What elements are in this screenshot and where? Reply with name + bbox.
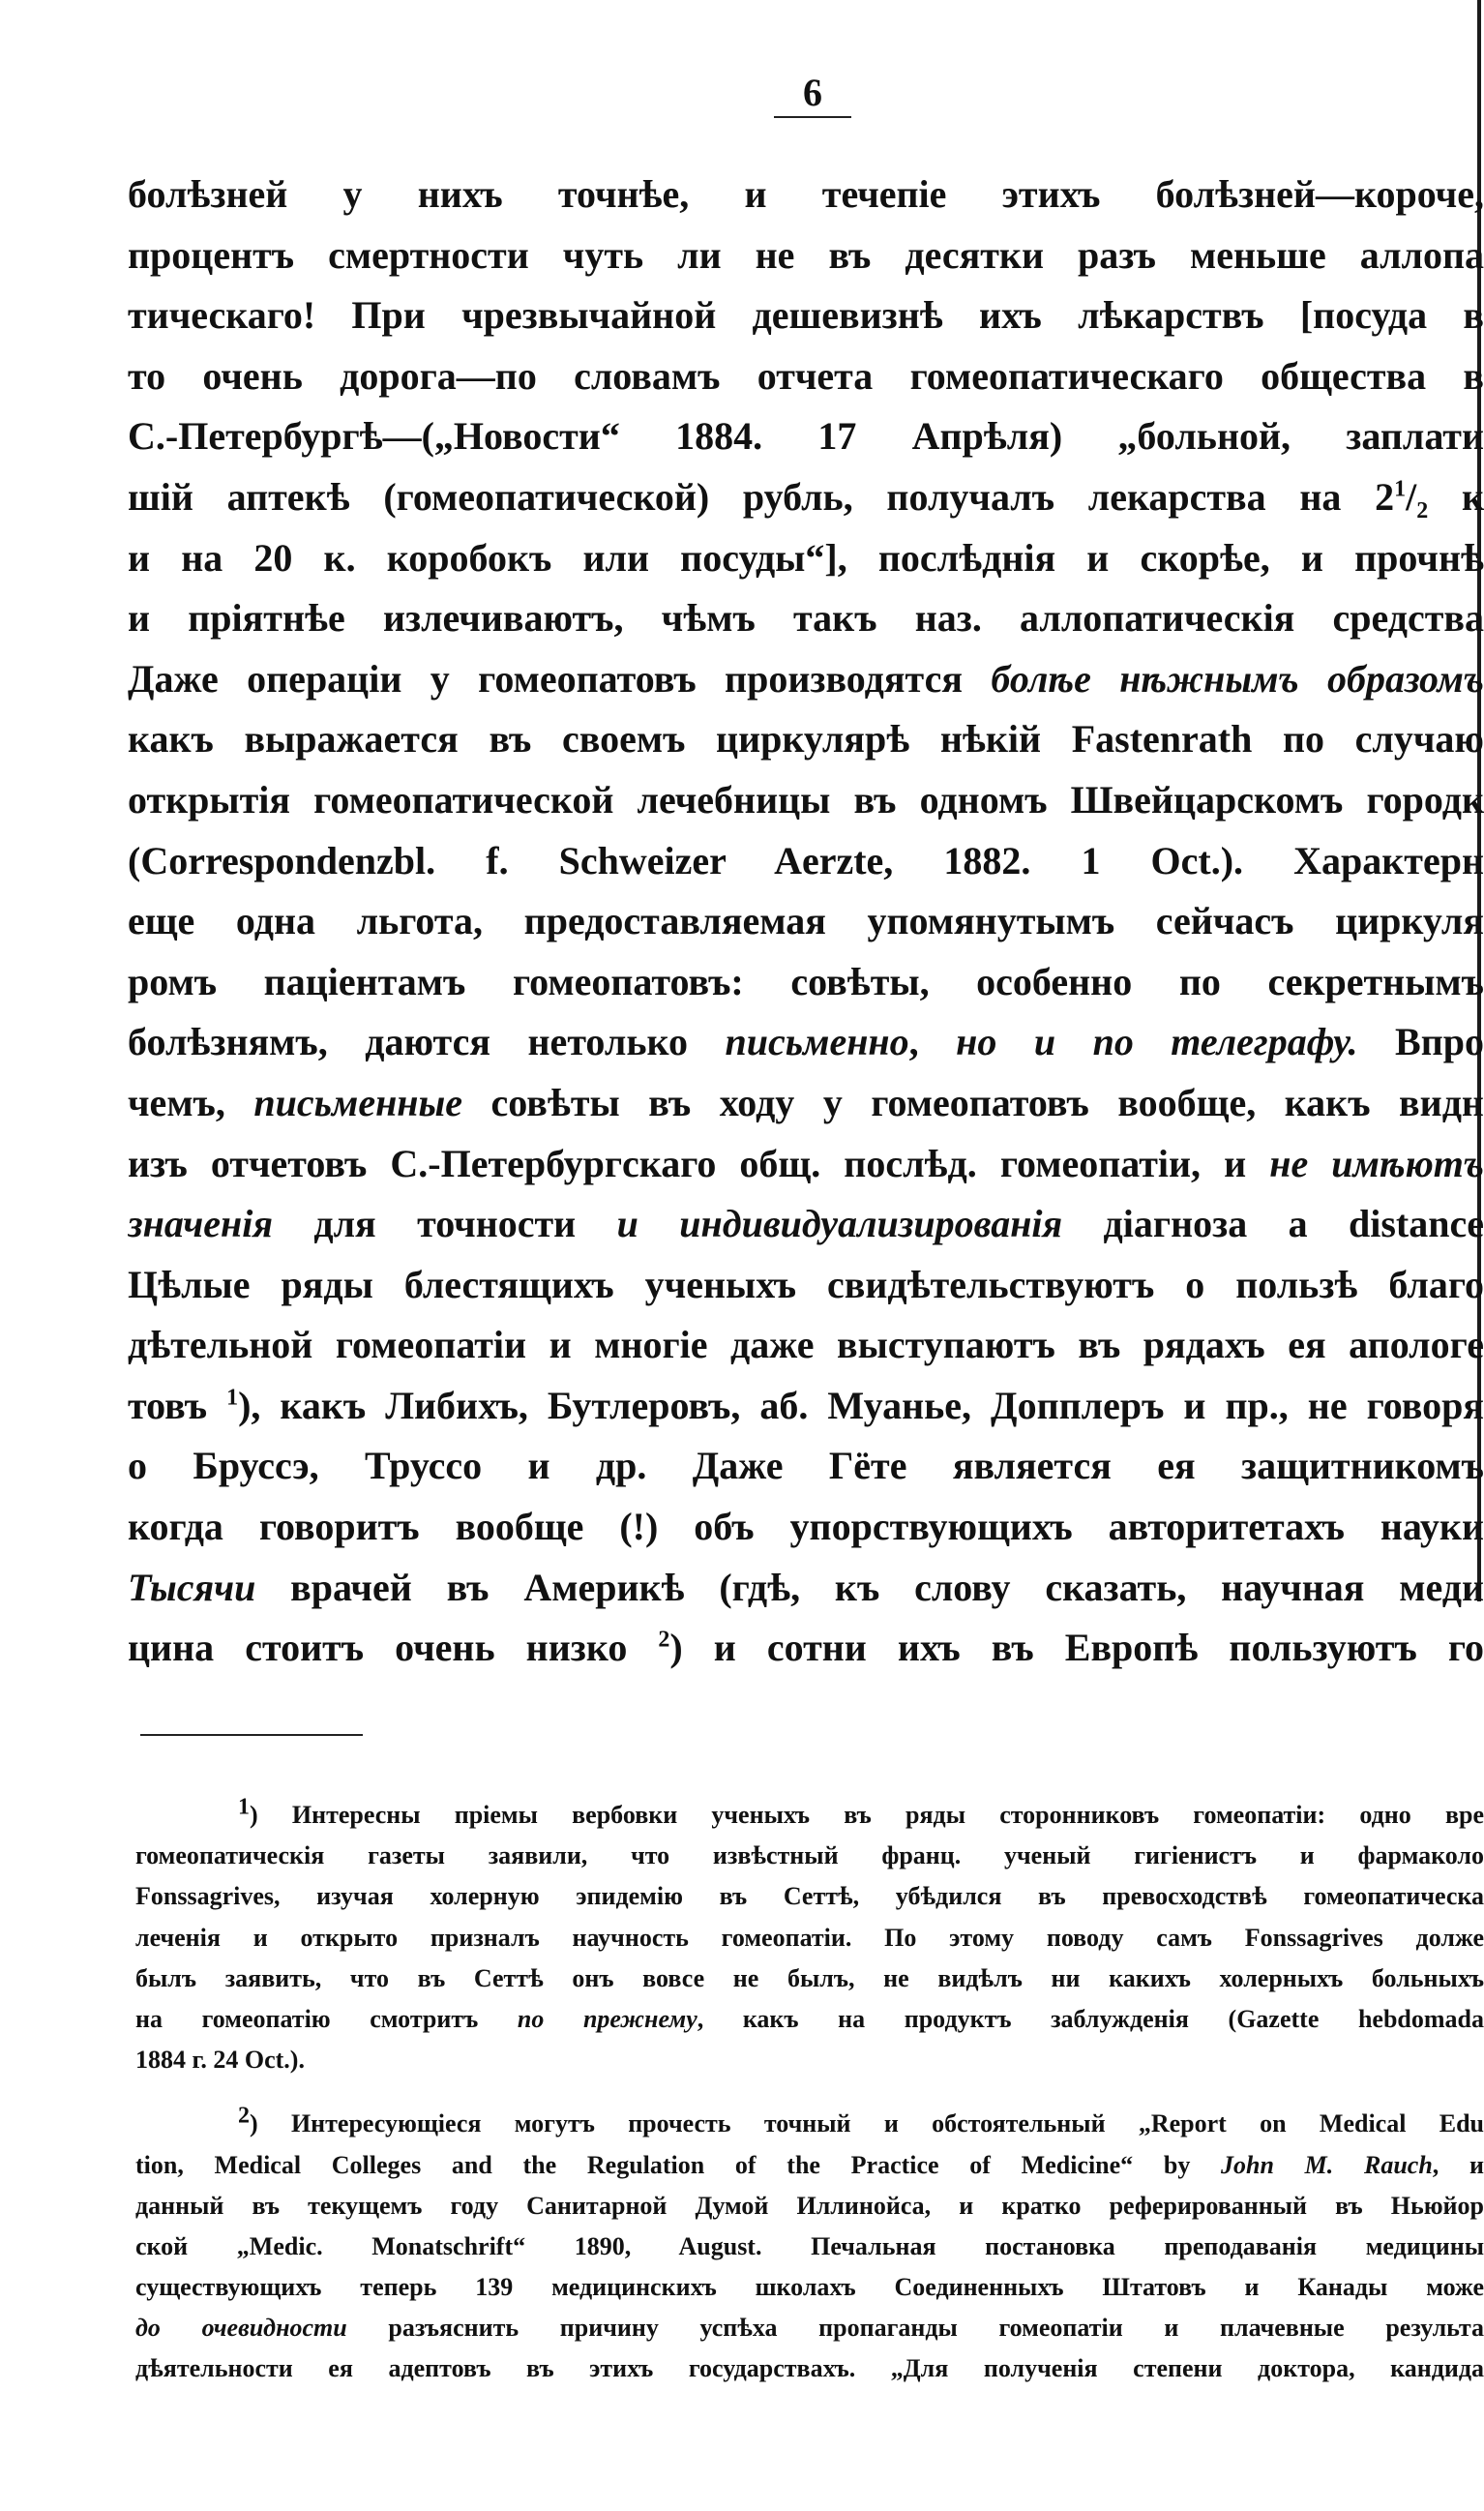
footnote-line	[135, 1918, 1484, 1958]
text-run: изъ отчетовъ С.-Петербургскаго общ. послѣд. гомеопатіи, и	[128, 1141, 1270, 1185]
footnote-line	[135, 2308, 1484, 2348]
text-line	[128, 528, 1484, 589]
text-run: леченія и открыто призналъ научность гомеопатіи. По этому поводу самъ Fonssagrives долже	[135, 1923, 1484, 1952]
italic-text: письменные	[253, 1080, 463, 1124]
text-run: и на 20 к. коробокъ или посуды“], послѣднія и скорѣе, и прочнѣ	[128, 535, 1484, 580]
text-line	[128, 346, 1484, 407]
italic-text: по прежнему	[517, 2004, 697, 2033]
text-run: Fonssagrives, изучая холерную эпидемію въ Сеттѣ, убѣдился въ превосходствѣ гомеопатическа	[135, 1882, 1484, 1911]
footnote	[135, 2104, 1484, 2389]
main-text	[128, 164, 1484, 1679]
text-run: 1884 г. 24 Oct.).	[135, 2046, 305, 2075]
footnote-line	[135, 1876, 1484, 1917]
italic-text: Тысячи	[128, 1565, 256, 1609]
footnote-line	[135, 2104, 1484, 2144]
text-line	[128, 1073, 1484, 1134]
text-line	[128, 952, 1484, 1013]
text-line	[128, 467, 1484, 528]
footnotes	[135, 1795, 1484, 2390]
italic-text: до очевидности	[135, 2314, 347, 2343]
text-line	[128, 891, 1484, 952]
footnote-marker: 1	[226, 1385, 239, 1411]
text-line	[128, 225, 1484, 286]
text-run: (Correspondenzbl. f. Schweizer Aerzte, 1882. 1 Oct.). Характерн	[128, 838, 1484, 882]
text-run: ской „Medic. Monatschrift“ 1890, August. Печальная постановка преподаванія медицины	[135, 2231, 1484, 2260]
text-run: тическаго! При чрезвычайной дешевизнѣ ихъ лѣкарствъ [посуда в	[128, 293, 1484, 338]
text-line	[128, 709, 1484, 770]
italic-text: письменно	[725, 1020, 909, 1064]
footnote-gap	[135, 2080, 1484, 2104]
footnote-line	[135, 2348, 1484, 2389]
text-run: о Бруссэ, Труссо и др. Даже Гёте является ея защитникомъ	[128, 1444, 1484, 1488]
text-run: діагноза a distance	[1062, 1202, 1484, 1246]
text-run: чемъ,	[128, 1080, 254, 1124]
text-line	[128, 1255, 1484, 1316]
footnote-line	[135, 2145, 1484, 2186]
footnote-marker: 1	[238, 1795, 250, 1820]
page-number-rule	[774, 116, 851, 118]
text-run: гомеопатическія газеты заявили, что извѣстный франц. ученый гигіенистъ и фармаколо	[135, 1841, 1484, 1870]
text-line	[128, 1558, 1484, 1619]
italic-text: но и по телеграфу.	[956, 1020, 1358, 1064]
footnote-separator	[140, 1734, 363, 1736]
italic-text: не имѣютъ	[1269, 1141, 1484, 1185]
footnote-marker: 2	[658, 1627, 670, 1653]
text-line	[128, 406, 1484, 467]
text-run: процентъ смертности чуть ли не въ десятки разъ меньше аллопа	[128, 232, 1484, 277]
text-run: , какъ на продуктъ заблужденія (Gazette hebdomada	[697, 2004, 1484, 2033]
text-line	[128, 1436, 1484, 1497]
text-line	[128, 1376, 1484, 1437]
text-run: Впро	[1357, 1020, 1484, 1064]
italic-text: болѣе нѣжнымъ образомъ	[991, 656, 1484, 701]
text-run: врачей въ Америкѣ (гдѣ, къ слову сказать, научная меди	[255, 1565, 1484, 1609]
footnote-line	[135, 2227, 1484, 2267]
text-line	[128, 164, 1484, 225]
page-number: 6	[803, 71, 822, 114]
footnote-line	[135, 2040, 1484, 2080]
text-run: tion, Medical Colleges and the Regulation of the Practice of Medicine“ by	[135, 2150, 1222, 2179]
footnote-line	[135, 1836, 1484, 1876]
footnote-line	[135, 1958, 1484, 1999]
text-run: открытія гомеопатической лечебницы въ одномъ Швейцарскомъ городк	[128, 777, 1484, 822]
text-line	[128, 1134, 1484, 1195]
text-run: ) и сотни ихъ въ Европѣ пользуютъ го	[669, 1626, 1484, 1670]
text-run: Даже операціи у гомеопатовъ производятся	[128, 656, 992, 701]
text-run: болѣзнямъ, даются нетолько	[128, 1020, 726, 1064]
text-line	[128, 1194, 1484, 1255]
text-run: ) Интересны пріемы вербовки ученыхъ въ ряды сторонниковъ гомеопатіи: одно вре	[250, 1801, 1484, 1829]
text-run: ), какъ Либихъ, Бутлеровъ, аб. Муанье, Допплеръ и пр., не говоря	[238, 1383, 1484, 1427]
footnote-marker: 2	[238, 2104, 250, 2129]
text-line	[128, 1618, 1484, 1679]
text-line	[128, 831, 1484, 892]
text-run: данный въ текущемъ году Санитарной Думой Иллинойса, и кратко реферированный въ Ньюйор	[135, 2191, 1484, 2220]
italic-text: John M. Rauch	[1221, 2150, 1433, 2179]
text-run: ) Интересующіеся могутъ прочесть точный и обстоятельный „Report on Medical Edu	[250, 2109, 1484, 2138]
text-line	[128, 1497, 1484, 1558]
text-run: ромъ паціентамъ гомеопатовъ: совѣты, особенно по секретнымъ	[128, 959, 1484, 1003]
text-run: дѣятельности ея адептовъ въ этихъ государствахъ. „Для полученія степени доктора, кандида	[135, 2354, 1484, 2383]
footnote-line	[135, 1999, 1484, 2040]
text-run: товъ	[128, 1383, 227, 1427]
text-run: ,	[908, 1020, 957, 1064]
text-run: Цѣлые ряды блестящихъ ученыхъ свидѣтельствуютъ о пользѣ благо	[128, 1262, 1484, 1306]
text-run: С.-Петербургѣ—(„Новости“ 1884. 17 Апрѣля) „больной, заплати	[128, 414, 1484, 459]
footnote	[135, 1795, 1484, 2080]
italic-text: значенія	[128, 1202, 273, 1246]
footnote-line	[135, 2186, 1484, 2227]
text-line	[128, 1012, 1484, 1073]
text-run: существующихъ теперь 139 медицинскихъ школахъ Соединенныхъ Штатовъ и Канады може	[135, 2273, 1484, 2302]
text-run: на гомеопатію смотритъ	[135, 2004, 518, 2033]
text-run: цина стоитъ очень низко	[128, 1626, 659, 1670]
text-run: разъяснить причину успѣха пропаганды гомеопатіи и плачевные результа	[346, 2314, 1484, 2343]
footnote-marker: 1	[1394, 476, 1407, 502]
text-run: дѣтельной гомеопатіи и многіе даже выступаютъ въ рядахъ ея апологе	[128, 1323, 1484, 1367]
text-run: шій аптекѣ (гомеопатической) рубль, получалъ лекарства на 2	[128, 474, 1395, 519]
text-run: /₂ к	[1406, 474, 1484, 519]
text-run: , и	[1432, 2150, 1484, 2179]
text-run: какъ выражается въ своемъ циркулярѣ нѣкій Fastenrath по случаю	[128, 717, 1484, 762]
text-line	[128, 285, 1484, 346]
footnote-line	[135, 1795, 1484, 1836]
text-run: еще одна льгота, предоставляемая упомянутымъ сейчасъ циркуля	[128, 899, 1484, 943]
text-run: для точности	[272, 1202, 617, 1246]
text-line	[128, 1315, 1484, 1376]
text-line	[128, 649, 1484, 710]
text-line	[128, 770, 1484, 831]
italic-text: и индивидуализированія	[616, 1202, 1063, 1246]
text-run: и пріятнѣе излечиваютъ, чѣмъ такъ наз. аллопатическія средства	[128, 596, 1484, 641]
text-run: то очень дорога—по словамъ отчета гомеопатическаго общества в	[128, 353, 1484, 398]
footnote-line	[135, 2267, 1484, 2308]
text-run: былъ заявить, что въ Сеттѣ онъ вовсе не былъ, не видѣлъ ни какихъ холерныхъ больныхъ	[135, 1963, 1484, 1992]
text-run: когда говоритъ вообще (!) объ упорствующихъ авторитетахъ науки	[128, 1505, 1484, 1549]
text-run: совѣты въ ходу у гомеопатовъ вообще, какъ видн	[462, 1080, 1484, 1124]
text-run: болѣзней у нихъ точнѣе, и течепіе этихъ болѣзней—короче,	[128, 172, 1484, 216]
text-line	[128, 588, 1484, 649]
